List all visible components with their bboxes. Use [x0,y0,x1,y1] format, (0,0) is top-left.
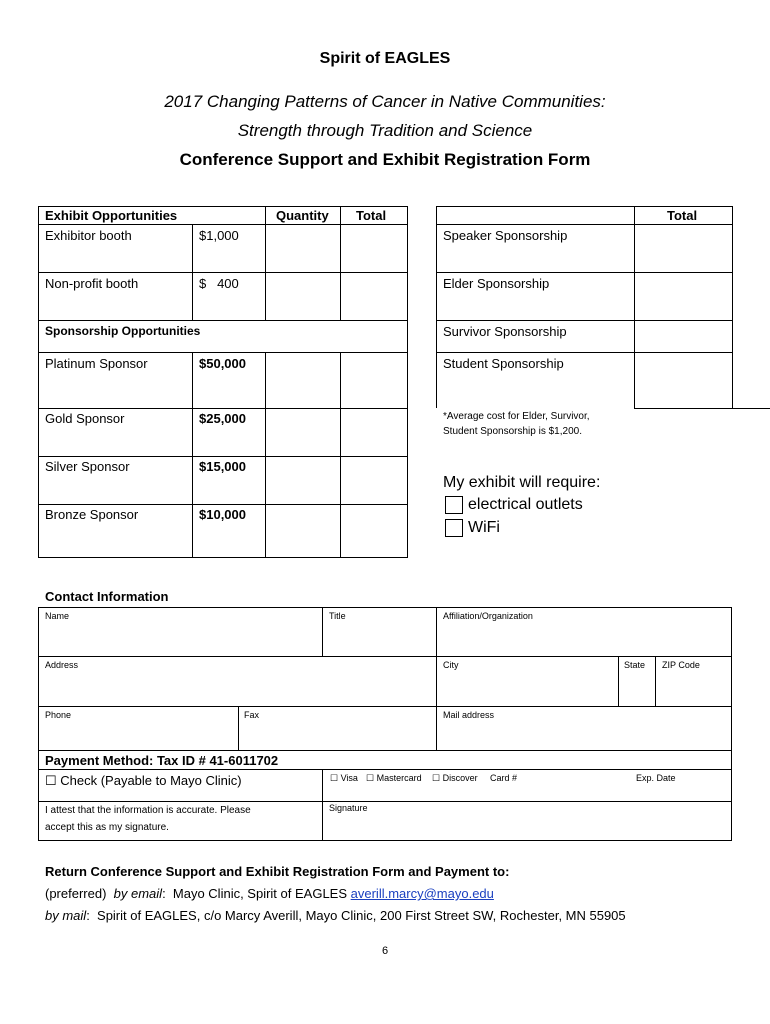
state-field-label: State [624,660,646,670]
elder-total-input[interactable] [635,273,732,320]
city-field-label: City [443,660,459,670]
gold-total-input[interactable] [341,409,407,456]
bronze-sponsor-price: $10,000 [199,507,246,522]
exhibitor-total-input[interactable] [341,225,407,272]
by-mail-label: by mail [45,908,87,923]
exhibit-opportunities-header: Exhibit Opportunities [45,208,178,223]
zip-input[interactable] [656,671,731,705]
survivor-total-input[interactable] [635,321,732,352]
by-email-label: by email [113,886,163,901]
nonprofit-booth-price: $ 400 [199,276,239,291]
exhibit-require-label: My exhibit will require: [443,474,601,491]
visa-option[interactable]: ☐ Visa [330,773,358,783]
mastercard-option[interactable]: ☐ Mastercard [366,773,422,783]
average-cost-note-line1: *Average cost for Elder, Survivor, [443,411,590,422]
student-sponsorship-label: Student Sponsorship [443,356,564,371]
form-title: Conference Support and Exhibit Registration Form [179,150,591,169]
check-payment-option[interactable]: ☐ Check (Payable to Mayo Clinic) [45,773,242,788]
contact-information-header: Contact Information [45,589,169,604]
elder-sponsorship-label: Elder Sponsorship [443,276,550,291]
student-total-input[interactable] [635,353,732,408]
electrical-outlets-checkbox[interactable] [445,496,463,514]
exhibitor-booth-label: Exhibitor booth [45,228,132,243]
conference-subtitle-line1: 2017 Changing Patterns of Cancer in Native Communities: [164,92,606,111]
email-return-text: : Mayo Clinic, Spirit of EAGLES [162,886,351,901]
phone-input[interactable] [39,721,237,749]
wifi-label: WiFi [468,519,500,536]
gold-sponsor-label: Gold Sponsor [45,411,125,426]
electrical-outlets-label: electrical outlets [468,496,583,513]
affiliation-input[interactable] [437,622,731,655]
silver-quantity-input[interactable] [266,457,340,504]
total-header: Total [356,208,387,223]
title-input[interactable] [323,622,435,655]
bronze-quantity-input[interactable] [266,505,340,557]
nonprofit-total-input[interactable] [341,273,407,320]
speaker-sponsorship-label: Speaker Sponsorship [443,228,568,243]
email-link[interactable]: averill.marcy@mayo.edu [350,886,494,901]
attest-line1: I attest that the information is accurate. Please [45,805,251,816]
right-total-header: Total [667,208,698,223]
exp-date-label: Exp. Date [636,773,676,783]
mail-return-line [45,908,626,923]
phone-field-label: Phone [45,710,72,720]
gold-quantity-input[interactable] [266,409,340,456]
bronze-total-input[interactable] [341,505,407,557]
nonprofit-booth-label: Non-profit booth [45,276,139,291]
email-return-line [45,886,494,901]
zip-field-label: ZIP Code [662,660,700,670]
platinum-total-input[interactable] [341,353,407,408]
payment-method-header: Payment Method: Tax ID # 41-6011702 [45,753,279,768]
affiliation-field-label: Affiliation/Organization [443,611,533,621]
signature-label: Signature [329,803,368,813]
attest-line2: accept this as my signature. [45,822,169,833]
average-cost-note-line2: Student Sponsorship is $1,200. [443,426,582,437]
sponsorship-opportunities-header: Sponsorship Opportunities [45,324,201,338]
city-input[interactable] [437,671,617,705]
exp-date-input[interactable] [676,770,731,800]
fax-input[interactable] [239,721,435,749]
platinum-sponsor-label: Platinum Sponsor [45,356,148,371]
page-title: Spirit of EAGLES [319,50,451,67]
platinum-sponsor-price: $50,000 [199,356,246,371]
address-input[interactable] [39,671,435,705]
exhibitor-booth-price: $1,000 [199,228,239,243]
silver-total-input[interactable] [341,457,407,504]
name-input[interactable] [39,622,321,655]
page-number: 6 [381,945,389,957]
conference-subtitle-line2: Strength through Tradition and Science [237,121,533,140]
mail-address-input[interactable] [437,721,731,749]
mail-address-field-label: Mail address [443,710,495,720]
name-field-label: Name [45,611,70,621]
bronze-sponsor-label: Bronze Sponsor [45,507,139,522]
nonprofit-quantity-input[interactable] [266,273,340,320]
quantity-header: Quantity [276,208,329,223]
platinum-quantity-input[interactable] [266,353,340,408]
address-field-label: Address [45,660,79,670]
preferred-label: (preferred) [45,886,114,901]
silver-sponsor-price: $15,000 [199,459,246,474]
speaker-total-input[interactable] [635,225,732,272]
fax-field-label: Fax [244,710,260,720]
return-header: Return Conference Support and Exhibit Registration Form and Payment to: [45,864,510,879]
exhibitor-quantity-input[interactable] [266,225,340,272]
mail-return-text: : Spirit of EAGLES, c/o Marcy Averill, Mayo Clinic, 200 First Street SW, Rochester, MN 55905 [86,908,626,923]
card-number-input[interactable] [520,770,630,800]
signature-input[interactable] [323,815,731,840]
silver-sponsor-label: Silver Sponsor [45,459,130,474]
title-field-label: Title [329,611,346,621]
card-number-label: Card # [490,773,518,783]
state-input[interactable] [619,671,654,705]
survivor-sponsorship-label: Survivor Sponsorship [443,324,567,339]
discover-option[interactable]: ☐ Discover [432,773,478,783]
gold-sponsor-price: $25,000 [199,411,246,426]
wifi-checkbox[interactable] [445,519,463,537]
